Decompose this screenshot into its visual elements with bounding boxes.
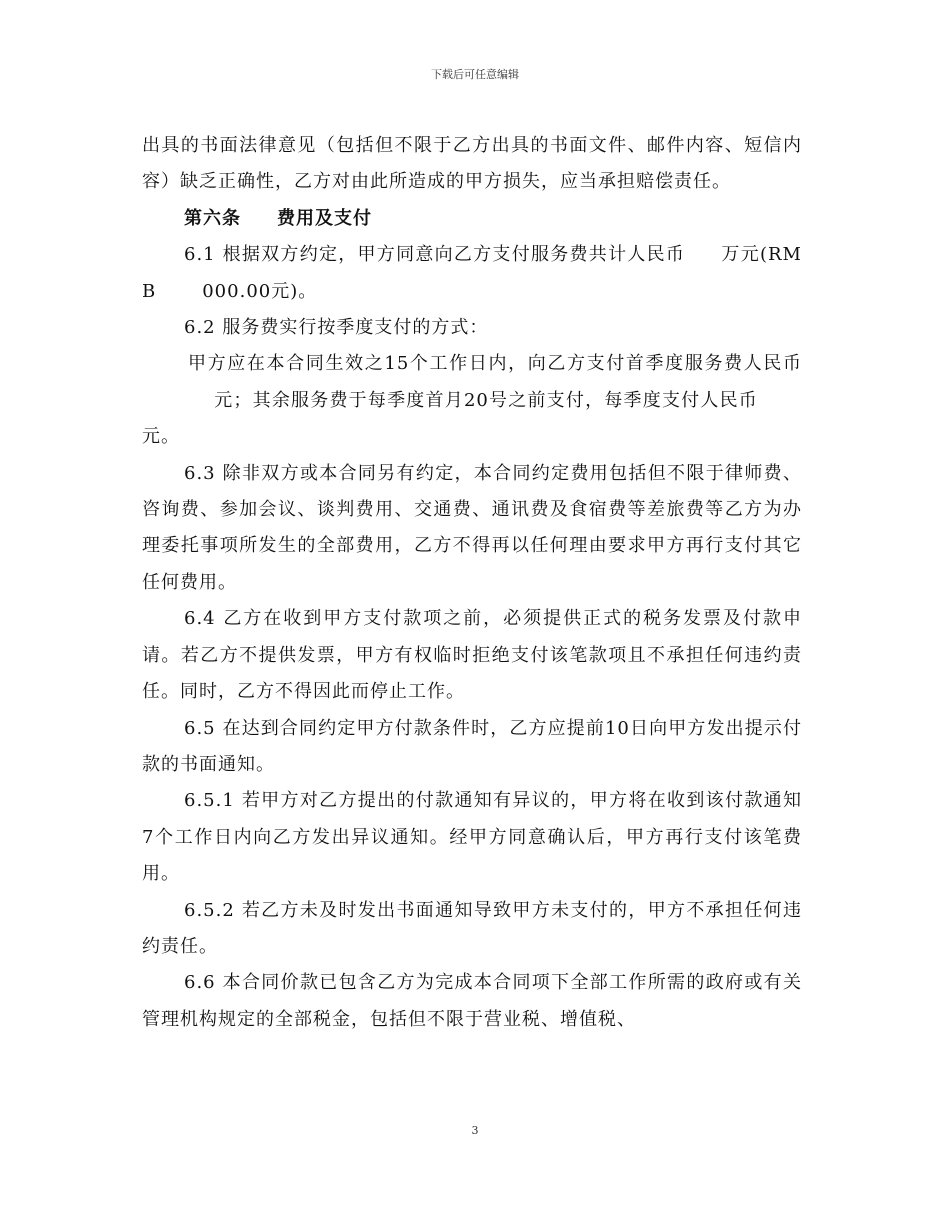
clause-6-2-detail bbox=[142, 346, 802, 455]
clause-6-1-part-a: 6.1 根据双方约定，甲方同意向乙方支付服务费共计人民币 bbox=[184, 244, 686, 266]
section-heading bbox=[142, 201, 802, 237]
paragraph-continuation: 出具的书面法律意见（包括但不限于乙方出具的书面文件、邮件内容、短信内容）缺乏正确性，乙方对由此所造成的甲方损失，应当承担赔偿责任。 bbox=[142, 135, 802, 193]
clause-6-3: 6.3 除非双方或本合同另有约定，本合同约定费用包括但不限于律师费、咨询费、参加会议、谈判费用、交通费、通讯费及食宿费等差旅费等乙方为办理委托事项所发生的全部费用，乙方不得再以任何理由要求甲方再行支付其它任何费用。 bbox=[142, 462, 802, 593]
clause-6-1-part-c: 000.00元)。 bbox=[202, 280, 318, 302]
clause-6-5-1: 6.5.1 若甲方对乙方提出的付款通知有异议的，甲方将在收到该付款通知7个工作日内向乙方发出异议通知。经甲方同意确认后，甲方再行支付该笔费用。 bbox=[142, 790, 802, 885]
clause-6-6: 6.6 本合同价款已包含乙方为完成本合同项下全部工作所需的政府或有关管理机构规定的全部税金，包括但不限于营业税、增值税、 bbox=[142, 972, 802, 1030]
clause-6-5-2: 6.5.2 若乙方未及时发出书面通知导致甲方未支付的，甲方不承担任何违约责任。 bbox=[142, 899, 802, 957]
page-header: 下载后可任意编辑 bbox=[431, 68, 519, 81]
clause-6-2-detail-part-c: 元。 bbox=[142, 426, 180, 448]
clause-6-2: 6.2 服务费实行按季度支付的方式： bbox=[184, 317, 489, 339]
clause-6-5: 6.5 在达到合同约定甲方付款条件时，乙方应提前10日向甲方发出提示付款的书面通知。 bbox=[142, 717, 802, 775]
document-body bbox=[142, 128, 802, 1038]
clause-6-4: 6.4 乙方在收到甲方支付款项之前，必须提供正式的税务发票及付款申请。若乙方不提供发票，甲方有权临时拒绝支付该笔款项且不承担任何违约责任。同时，乙方不得因此而停止工作。 bbox=[142, 608, 802, 703]
clause-6-1-part-b: 万元(RMB bbox=[142, 244, 802, 302]
page-number: 3 bbox=[471, 1124, 479, 1137]
clause-6-1 bbox=[142, 237, 802, 310]
clause-6-2-detail-part-b: 元；其余服务费于每季度首月20号之前支付，每季度支付人民币 bbox=[214, 389, 758, 411]
section-number: 第六条 bbox=[184, 207, 241, 229]
clause-6-2-detail-part-a: 甲方应在本合同生效之15个工作日内，向乙方支付首季度服务费人民币 bbox=[188, 353, 802, 375]
section-title: 费用及支付 bbox=[277, 207, 372, 229]
